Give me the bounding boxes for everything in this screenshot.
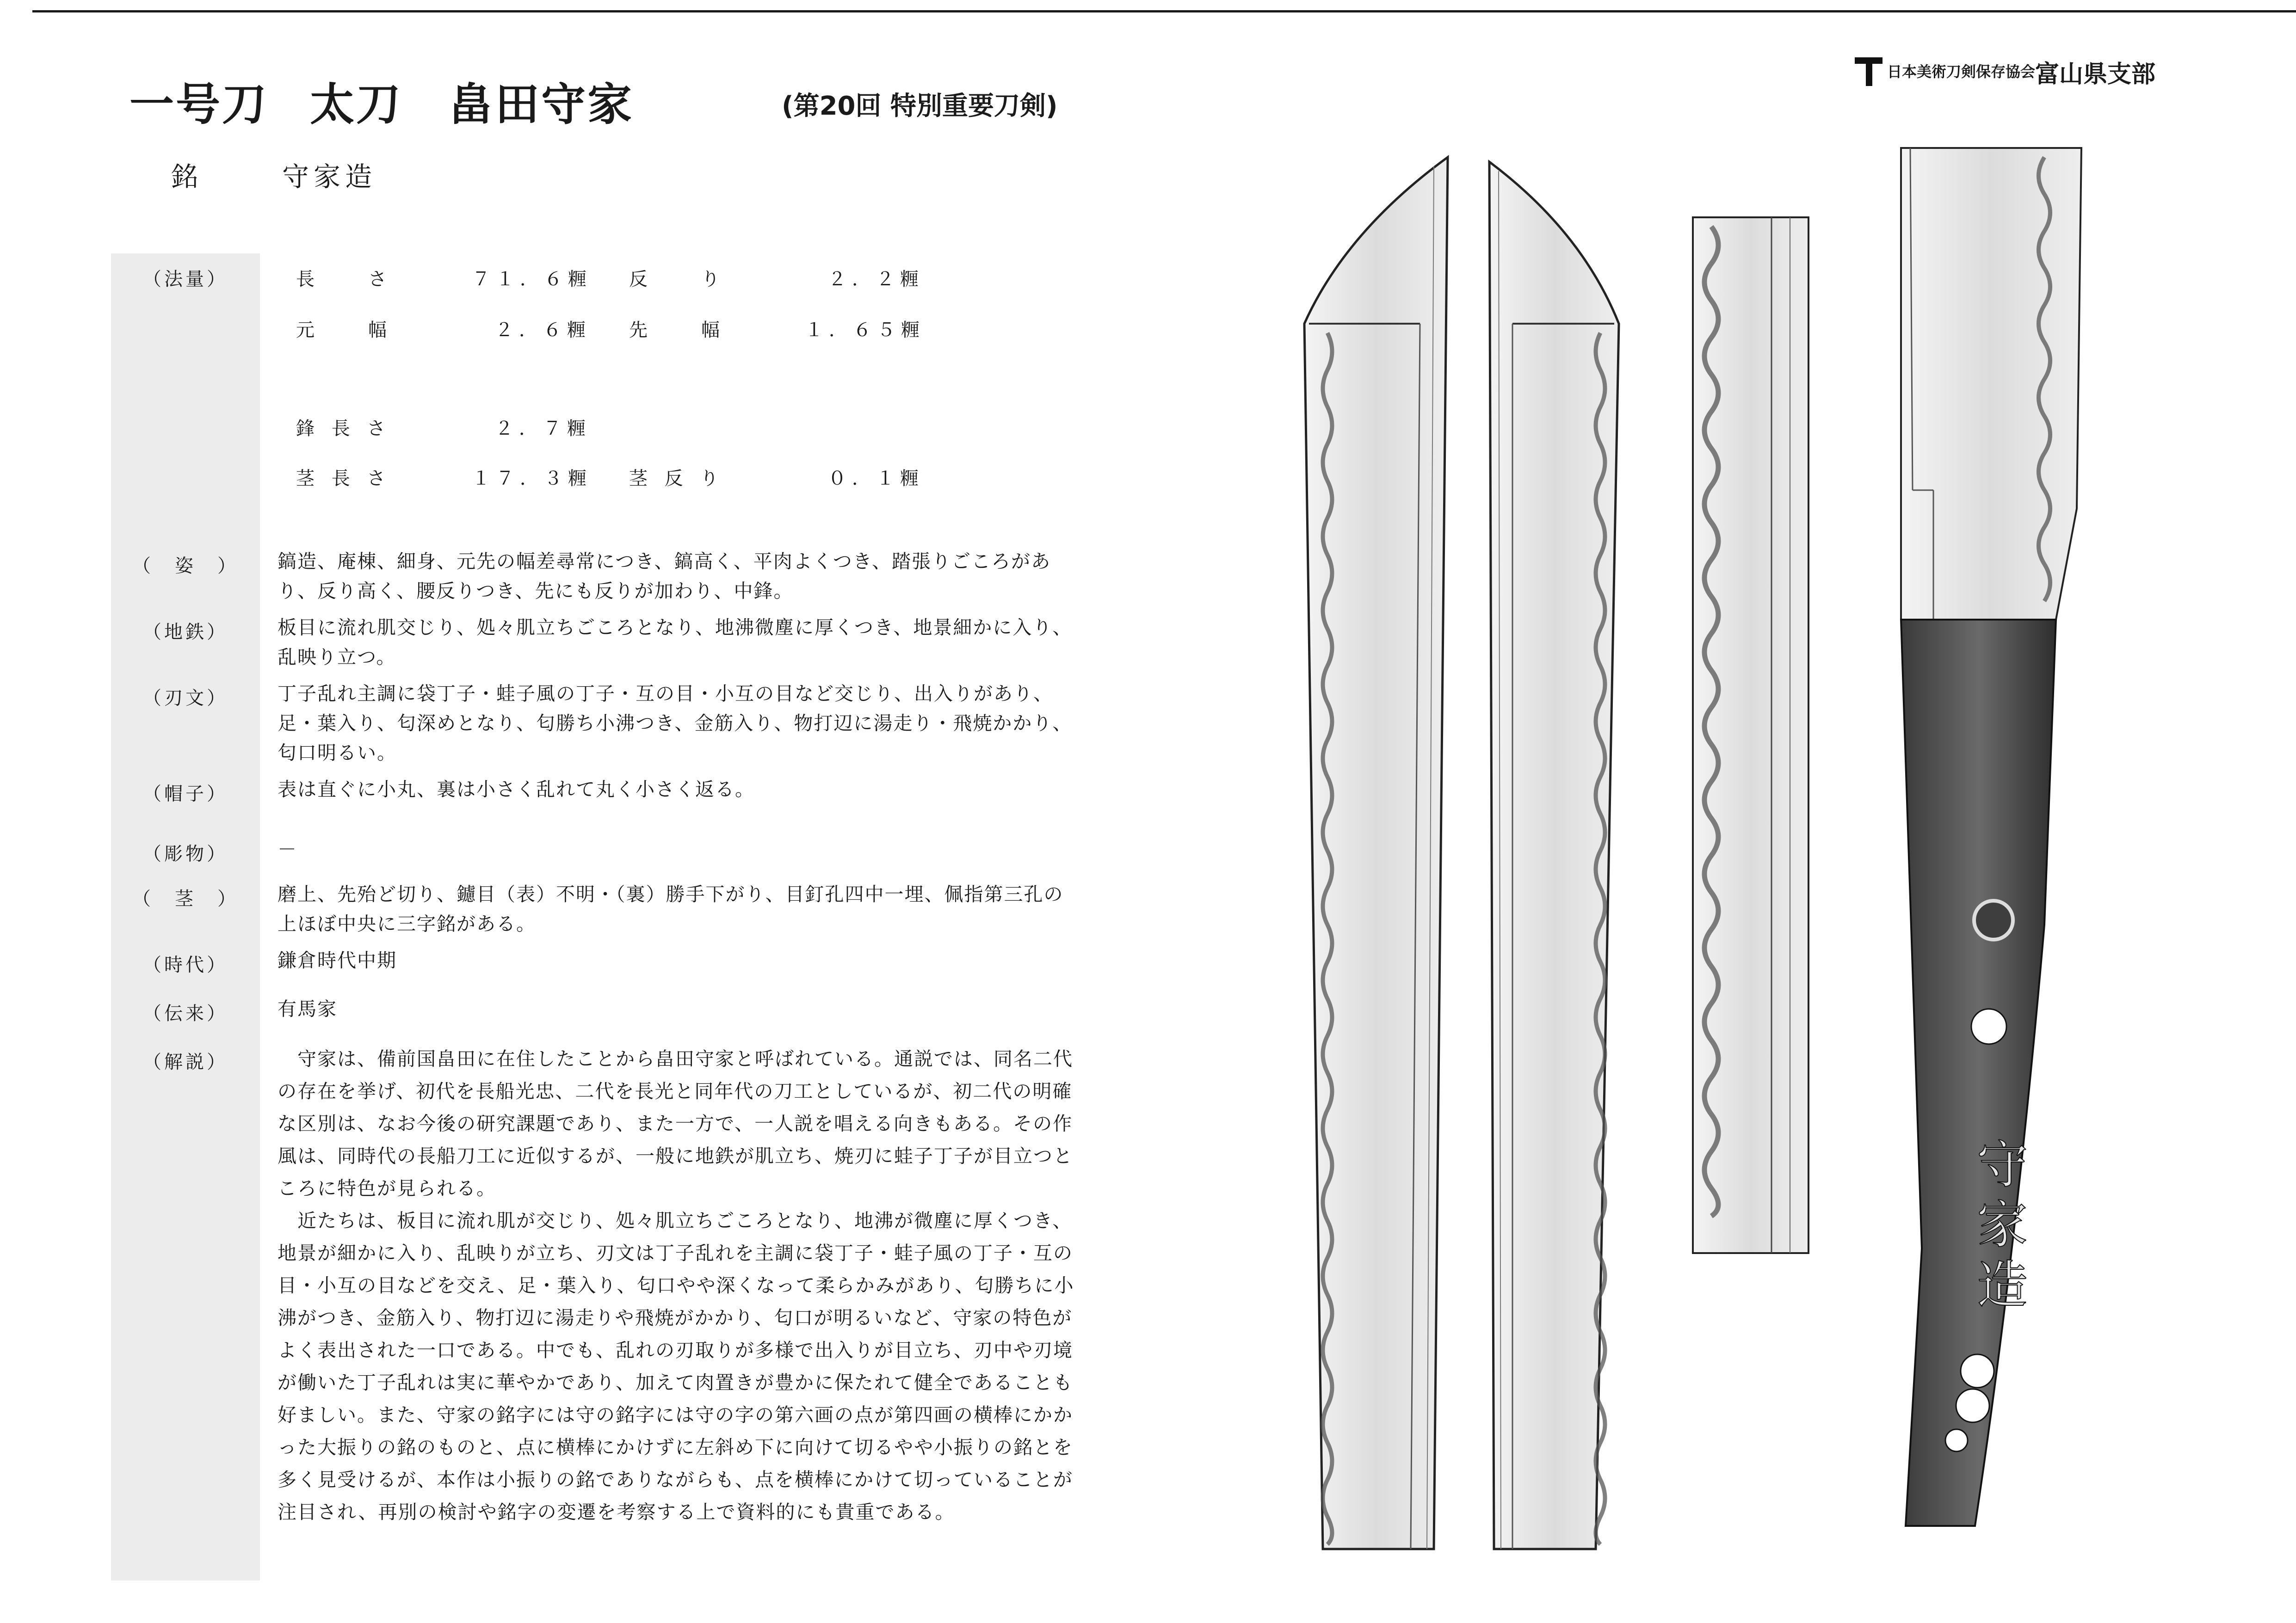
section-text-hamon: 丁子乱れ主調に袋丁子・蛙子風の丁子・互の目・小互の目など交じり、出入りがあり、足・葉入り、匂深めとなり、匂勝ち小沸つき、金筋入り、物打辺に湯走り・飛焼かかり、匂口明るい。	[278, 682, 1073, 764]
measure-value: １７．３糎	[472, 468, 592, 489]
section-label-sugata: （ 姿 ）	[132, 555, 239, 577]
mekugi-hole	[1956, 1389, 1989, 1422]
mekugi-hole	[1961, 1354, 1994, 1388]
section-text-jigane: 板目に流れ肌交じり、処々肌立ちごころとなり、地沸微塵に厚くつき、地景細かに入り、乱映り立つ。	[278, 616, 1073, 668]
title-number: 一号刀	[130, 79, 268, 130]
section-label-horimono: （彫物）	[143, 843, 228, 865]
measure-value: １．６５糎	[805, 320, 925, 341]
section-text-sugata: 鎬造、庵棟、細身、元先の幅差尋常につき、鎬高く、平肉よくつき、踏張りごころがあり、反り高く、腰反りつき、先にも反りが加わり、中鋒。	[278, 550, 1051, 602]
measure-value: ０．１糎	[828, 468, 924, 489]
blade-full-with-nakago	[1901, 148, 2081, 1526]
measure-value: ２．２糎	[828, 269, 924, 290]
nakago-signature: 守家造	[1969, 1137, 2028, 1318]
org-name: 日本美術刀剣保存協会	[1887, 63, 2036, 80]
title-smith: 畠田守家	[449, 79, 634, 130]
section-text-denrai: 有馬家	[278, 998, 337, 1020]
measure-value: ２．６糎	[495, 320, 591, 341]
section-label-nakago: （ 茎 ）	[132, 888, 239, 910]
org-emblem-icon	[1855, 55, 1882, 92]
section-text-jidai: 鎌倉時代中期	[278, 949, 397, 971]
measure-value: ２．７糎	[495, 418, 591, 439]
org-branch: 富山県支部	[2035, 61, 2156, 88]
section-label-denrai: （伝来）	[143, 1003, 228, 1024]
kiku-stamp-icon	[1974, 901, 2013, 940]
section-label-hamon: （刃文）	[143, 688, 228, 709]
commentary-paragraph: 近たちは、板目に流れ肌が交じり、処々肌立ちごころとなり、地沸が微塵に厚くつき、地景が細かに入り、乱映りが立ち、刃文は丁子乱れを主調に袋丁子・蛙子風の丁子・互の目・小互の目などを交え、足・葉入り、匂口やや深くなって柔らかみがあり、匂勝ちに小沸がつき、金筋入り、物打辺に湯走りや飛焼がかかり、匂口が明るいなど、守家の特色がよく表出された一口である。中でも、乱れの刃取りが多様で出入りが目立ち、刃中や刃境が働いた丁子乱れは実に華やかであり、加えて肉置きが豊かに保たれて健全であることも好ましい。また、守家の銘字には守の銘字には守の字の第六画の点が第四画の横棒にかかった大振りの銘のものと、点に横棒にかけずに左斜め下に向けて切るやや小振りの銘とを多く見受けるが、本作は小振りの銘でありながらも、点を横棒にかけて切っていることが注目され、再別の検討や銘字の変遷を考察する上で資料的にも貴重である。	[278, 1210, 1074, 1523]
section-label-boshi: （帽子）	[143, 783, 228, 805]
section-label-jidai: （時代）	[143, 954, 228, 976]
blade-tip-omote	[1304, 157, 1448, 1549]
measure-label: 茎 反 り	[629, 468, 724, 489]
mei-value: 守家造	[282, 161, 377, 192]
section-label-measurements: （法量）	[143, 269, 228, 290]
series-note: (第20回 特別重要刀剣)	[782, 91, 1058, 121]
title-type: 太刀	[310, 79, 402, 130]
measure-label: 先 幅	[629, 320, 725, 341]
org-logo	[1855, 55, 2179, 92]
mekugi-hole	[1945, 1429, 1968, 1451]
measure-value: ７１．６糎	[472, 269, 592, 290]
blade-tip-ura	[1489, 162, 1619, 1549]
oshigata-illustration	[1295, 139, 2109, 1595]
measure-label: 鋒 長 さ	[296, 418, 391, 439]
section-label-jigane: （地鉄）	[143, 621, 228, 643]
measure-label: 元 幅	[296, 320, 392, 341]
section-text-nakago: 磨上、先殆ど切り、鑢目（表）不明・（裏）勝手下がり、目釘孔四中一埋、佩指第三孔の上ほぼ中央に三字銘がある。	[278, 883, 1064, 935]
measure-label: 反 り	[629, 269, 725, 290]
section-text-horimono: －	[278, 838, 297, 861]
mekugi-hole	[1971, 1009, 2006, 1044]
commentary-paragraph: 守家は、備前国畠田に在住したことから畠田守家と呼ばれている。通説では、同名二代の存在を挙げ、初代を長船光忠、二代を長光と同年代の刀工としているが、初二代の明確な区別は、なお今後の研究課題であり、また一方で、一人説を唱える向きもある。その作風は、同時代の長船刀工に近似するが、一般に地鉄が肌立ち、焼刃に蛙子丁子が目立つところに特色が見られる。	[278, 1048, 1073, 1199]
label-column	[111, 253, 260, 1580]
top-rule	[32, 10, 2296, 12]
mei-label: 銘	[171, 161, 198, 192]
blade-section-detail	[1693, 217, 1808, 1253]
section-label-kaisetsu: （解説）	[143, 1051, 228, 1073]
section-text-boshi: 表は直ぐに小丸、裏は小さく乱れて丸く小さく返る。	[278, 778, 755, 800]
measure-label: 長 さ	[296, 269, 392, 290]
measure-label: 茎 長 さ	[296, 468, 391, 489]
